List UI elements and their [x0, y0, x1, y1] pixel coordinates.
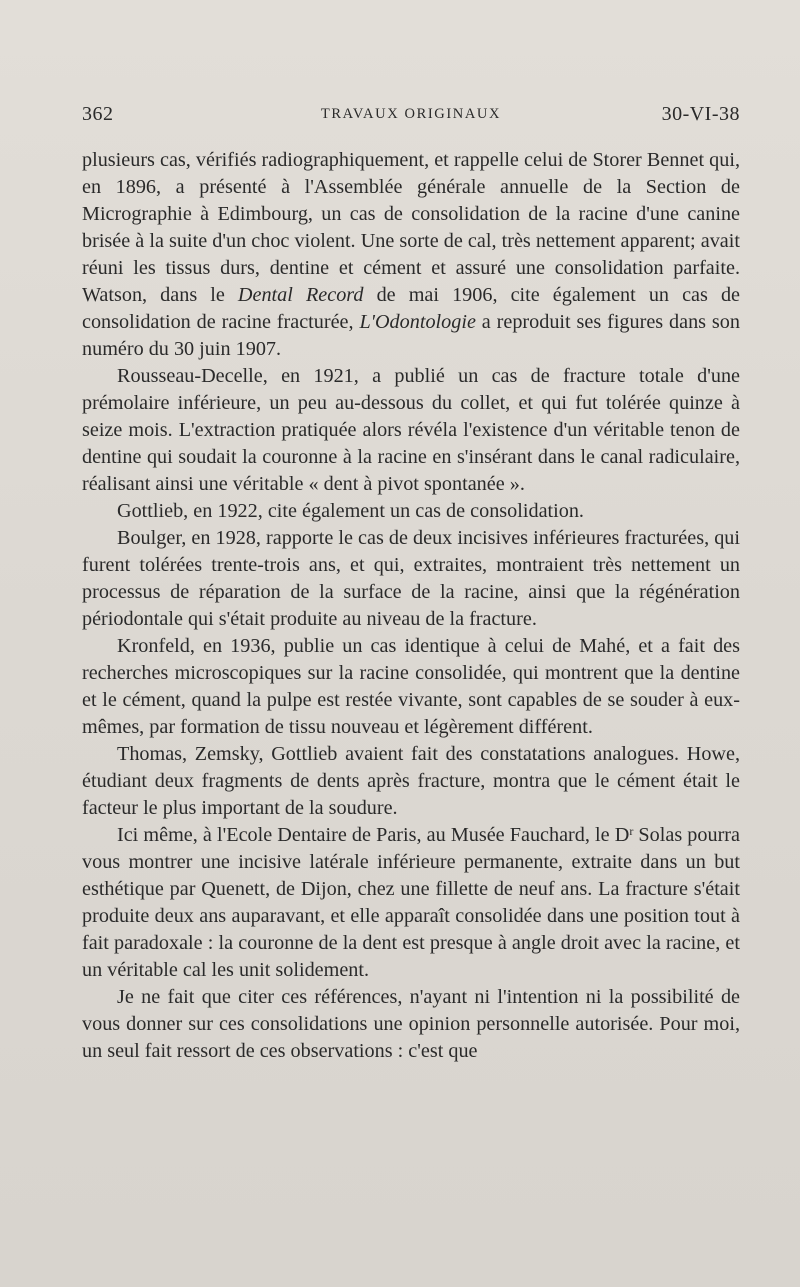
body-text: [82, 147, 740, 1065]
paragraph: Gottlieb, en 1922, cite également un cas de consolidation.: [117, 500, 584, 522]
paragraph: Thomas, Zemsky, Gottlieb avaient fait des constatations analogues. Howe, étudiant deux fragments de dents après fracture, montra que le cément était le facteur le plus important de la soudure.: [82, 743, 740, 819]
paragraph: Boulger, en 1928, rapporte le cas de deux incisives inférieures fracturées, qui furent tolérées trente-trois ans, et qui, extraites, montraient très nettement un processus de réparation de la surface de la racine, ainsi que la régénération périodontale qui s'était produite au niveau de la fracture.: [82, 527, 740, 630]
paragraph: Je ne fait que citer ces références, n'ayant ni l'intention ni la possibilité de vous donner sur ces consolidations une opinion personnelle autorisée. Pour moi, un seul fait ressort de ces observations : c'est que: [82, 986, 740, 1062]
journal-title: Dental Record: [237, 284, 364, 306]
running-title: TRAVAUX ORIGINAUX: [320, 106, 502, 122]
page-number: 362: [82, 103, 114, 125]
running-header: [82, 103, 740, 133]
header-date: 30-VI-38: [661, 103, 740, 125]
paragraph: Ici même, à l'Ecole Dentaire de Paris, au Musée Fauchard, le $D^r$ Solas pourra vous montrer une incisive latérale inférieure permanente, extraite dans un but esthétique par Quenett, de Dijon, chez une fillette de neuf ans. La fracture s'était produite deux ans auparavant, et elle apparaît consolidée dans une position tout à fait paradoxale : la couronne de la dent est presque à angle droit avec la racine, et un véritable cal les unit solidement.: [82, 824, 740, 981]
paragraph: Rousseau-Decelle, en 1921, a publié un cas de fracture totale d'une prémolaire inférieure, un peu au-dessous du collet, et qui fut tolérée quinze à seize mois. L'extraction pratiquée alors révéla l'existence d'un véritable tenon de dentine qui soudait la couronne à la racine en s'insérant dans le canal radiculaire, réalisant ainsi une véritable « dent à pivot spontanée ».: [82, 365, 740, 495]
paragraph: Kronfeld, en 1936, publie un cas identique à celui de Mahé, et a fait des recherches microscopiques sur la racine consolidée, qui montrent que la dentine et le cément, quand la pulpe est restée vivante, sont capables de se souder à eux-mêmes, par formation de tissu nouveau et légèrement différent.: [82, 635, 740, 738]
paragraph-continued: plusieurs cas, vérifiés radiographiquement, et rappelle celui de Storer Bennet qui, en 1896, a présenté à l'Assemblée générale annuelle de la Section de Micrographie à Edimbourg, un cas de consolidation de la racine d'une canine brisée à la suite d'un choc violent. Une sorte de cal, très nettement apparent; avait réuni les tissus durs, dentine et cément et assuré une consolidation parfaite. Watson, dans le Dental Record de mai 1906, cite également un cas de consolidation de racine fracturée, L'Odontologie a reproduit ses figures dans son numéro du 30 juin 1907.: [82, 149, 740, 360]
journal-title: L'Odontologie: [359, 311, 476, 333]
